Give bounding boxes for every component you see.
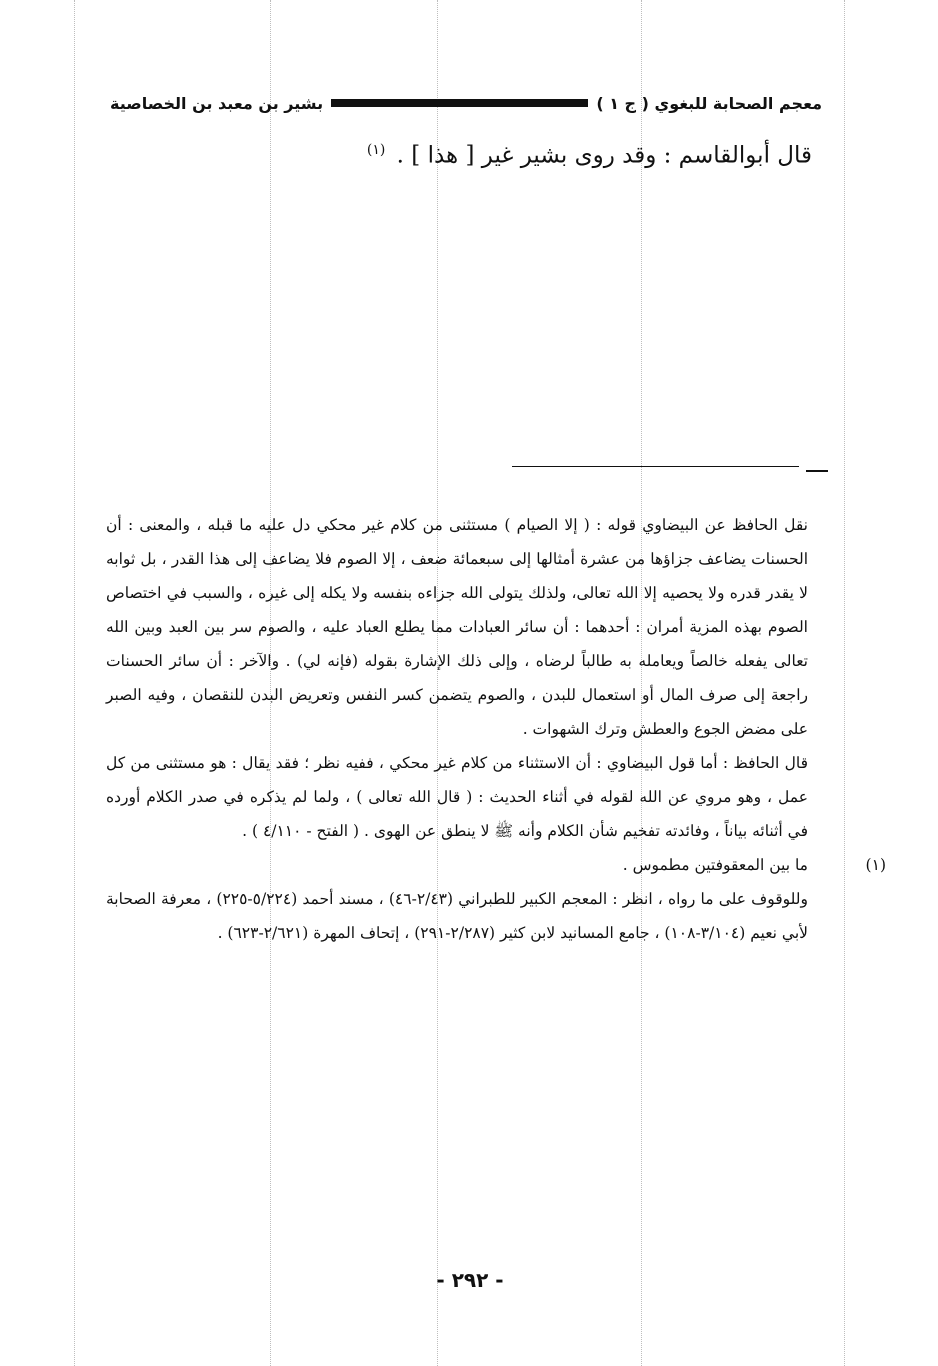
scan-dotted-line [74,0,75,1366]
scan-dotted-line [844,0,845,1366]
main-text-body: قال أبوالقاسم : وقد روى بشير غير [ هذا ] . [396,142,812,169]
header-entry-name: بشير بن معبد بن الخصاصية [110,93,324,113]
header-rule [331,99,588,107]
main-footnote-ref: (١) [366,142,386,158]
main-text [122,142,812,169]
footnote-text: ما بين المعقوفتين مطموس . [622,856,808,874]
footnote-references: وللوقوف على ما رواه ، انظر : المعجم الكبير للطبراني (٢/٤٣-٤٦) ، مسند أحمد (٥/٢٢٤-٢٢٥) ، معرفة الصحابة لأبي نعيم (٣/١٠٤-١٠٨) ، جامع المسانيد لابن كثير (٢/٢٨٧-٢٩١) ، إتحاف المهرة (٢/٦٢١-٦٢٣) . [106,890,809,942]
page-number: - ٢٩٢ - [436,1268,504,1292]
footnote-row [106,848,886,882]
commentary-paragraph-2: قال الحافظ : أما قول البيضاوي : أن الاستثناء من كلام غير محكي ، ففيه نظر ؛ فقد يقال : هو مستثنى من كل عمل ، وهو مروي عن الله لقوله في أثناء الحديث : ( قال الله تعالى ) ، ولما لم يذكره في صدر الكلام أورده في أثنائه بياناً ، وفائدته تفخيم شأن الكلام وأنه ﷺ لا ينطق عن الهوى . ( الفتح - ٤/١١٠ ) . [106,754,808,840]
running-header [110,88,822,118]
header-book-title: معجم الصحابة للبغوي ( ج ١ ) [596,93,822,113]
commentary-paragraph-1: نقل الحافظ عن البيضاوي قوله : ( إلا الصيام ) مستثنى من كلام غير محكي دل عليه ما قبله ، والمعنى : أن الحسنات يضاعف جزاؤها من عشرة أمثالها إلى سبعمائة ضعف ، إلا الصوم فلا يضاعف إلى هذا القدر ، بل ثوابه لا يقدر قدره ولا يحصيه إلا الله تعالى، ولذلك يتولى الله جزاءه بنفسه ولا يكله إلى غيره ، والسبب في اختصاص الصوم بهذه المزية أمران : أحدهما : أن سائر العبادات مما يطلع العباد عليه ، والصوم سر بين العبد وبين الله تعالى يفعله خالصاً ويعامله به طالباً لرضاه ، وإلى ذلك الإشارة بقوله (فإنه لي) . والآخر : أن سائر الحسنات راجعة إلى صرف المال أو استعمال للبدن ، والصوم يتضمن كسر النفس وتعريض البدن للنقصان ، وفيه الصبر على مضض الجوع والعطش وترك الشهوات . [106,516,808,738]
footnote-number: (١) [865,856,886,874]
footnote-separator [512,466,799,467]
separator-mark [806,470,828,472]
notes-section [106,508,886,950]
